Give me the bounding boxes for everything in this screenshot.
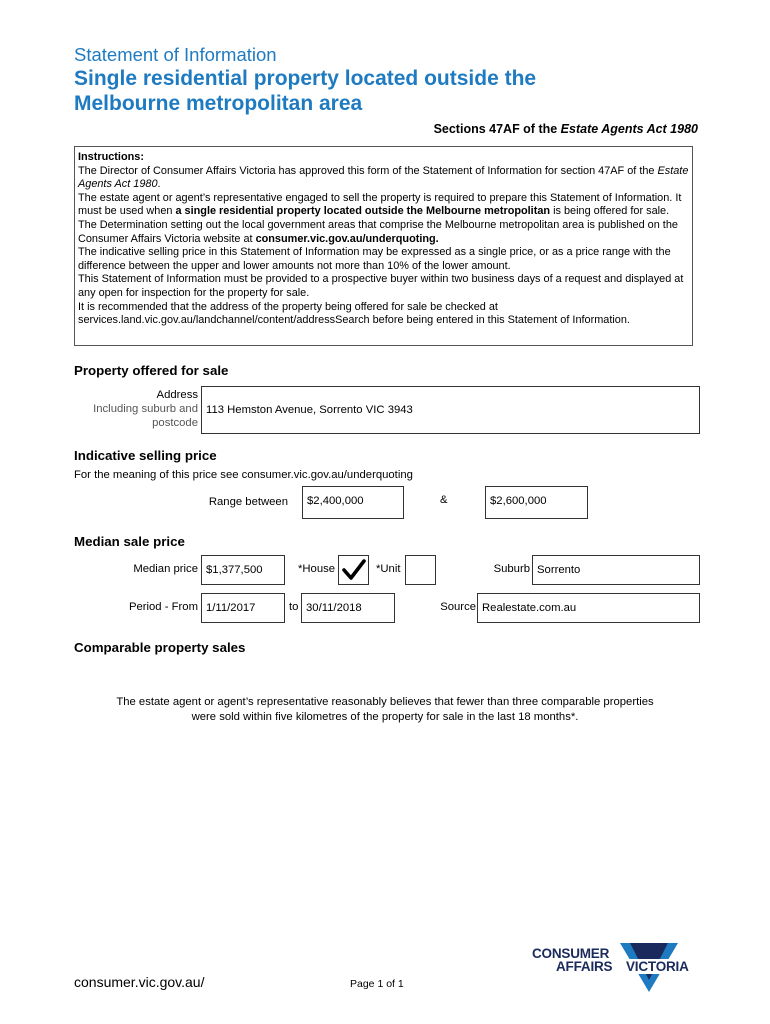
unit-checkbox[interactable] — [405, 555, 436, 585]
instructions-p1: The Director of Consumer Affairs Victoria has approved this form of the Statement of Information for section 47AF of the Estate Agents Act 1980. — [78, 164, 689, 191]
page-number: Page 1 of 1 — [350, 978, 404, 990]
house-checkbox[interactable] — [338, 555, 369, 585]
page-title — [74, 66, 536, 116]
indicative-heading: Indicative selling price — [74, 448, 217, 463]
suburb-label: Suburb — [493, 563, 530, 575]
footer-url[interactable]: consumer.vic.gov.au/ — [74, 974, 205, 990]
period-from-label: Period - From — [128, 601, 198, 613]
instructions-p2: The estate agent or agent’s representative engaged to sell the property is required to prepare this Statement of Information. It must be used when a single residential property located outside the Melbourne metropolitan is being offered for sale. The Determination setting out the local government areas that comprise the Melbourne metropolitan area is published on the Consumer Affairs Victoria website at consumer.vic.gov.au/underquoting. — [78, 191, 682, 245]
range-ampersand: & — [440, 494, 448, 506]
median-heading: Median sale price — [74, 534, 185, 549]
comparable-heading: Comparable property sales — [74, 640, 246, 655]
range-label: Range between — [208, 496, 288, 508]
logo-affairs: AFFAIRS — [556, 959, 613, 974]
logo-consumer: CONSUMER — [532, 946, 610, 961]
instructions-p5: It is recommended that the address of the property being offered for sale be checked at services.land.vic.gov.au/landchannel/content/addressSearch before being entered in this Statement of Information. — [78, 300, 630, 327]
house-label: *House — [298, 563, 336, 575]
property-heading: Property offered for sale — [74, 363, 229, 378]
instructions-p4: This Statement of Information must be provided to a prospective buyer within two business days of a request and displayed at any open for inspection for the property for sale. — [78, 273, 684, 299]
median-price-field[interactable]: $1,377,500 — [201, 555, 285, 585]
period-to-label: to — [289, 601, 299, 613]
price-high-field[interactable]: $2,600,000 — [485, 486, 588, 519]
title-line-1: Single residential property located outside the — [74, 67, 537, 90]
act-name: Estate Agents Act 1980 — [560, 122, 698, 136]
checkmark-icon — [339, 556, 368, 584]
sections-reference: Sections 47AF of the Estate Agents Act 1980 — [433, 122, 698, 136]
price-low-field[interactable]: $2,400,000 — [302, 486, 404, 519]
source-field[interactable]: Realestate.com.au — [477, 593, 700, 623]
instructions-p3: The indicative selling price in this Statement of Information may be expressed as a single price, or as a price range with the difference between the upper and lower amounts not more than 10% of the lower amount. — [78, 246, 671, 272]
instructions-box — [74, 146, 693, 346]
instructions-heading: Instructions: — [78, 151, 144, 163]
indicative-note: For the meaning of this price see consumer.vic.gov.au/underquoting — [74, 469, 413, 481]
suburb-field[interactable]: Sorrento — [532, 555, 700, 585]
unit-label: *Unit — [376, 563, 401, 575]
address-field[interactable]: 113 Hemston Avenue, Sorrento VIC 3943 — [201, 386, 700, 434]
period-to-field[interactable]: 30/11/2018 — [301, 593, 395, 623]
form-subtitle: Statement of Information — [74, 44, 277, 65]
consumer-affairs-victoria-logo — [528, 940, 704, 996]
period-from-field[interactable]: 1/11/2017 — [201, 593, 285, 623]
logo-victoria: VICTORIA — [626, 959, 689, 974]
median-price-label: Median price — [133, 563, 198, 575]
source-label: Source — [440, 601, 476, 613]
title-line-2: Melbourne metropolitan area — [74, 92, 363, 115]
comparable-statement: The estate agent or agent’s representative reasonably believes that fewer than three comparable properties were sold within five kilometres of the property for sale in the last 18 months*. — [116, 696, 654, 723]
address-label: Address Including suburb and postcode — [93, 389, 198, 429]
